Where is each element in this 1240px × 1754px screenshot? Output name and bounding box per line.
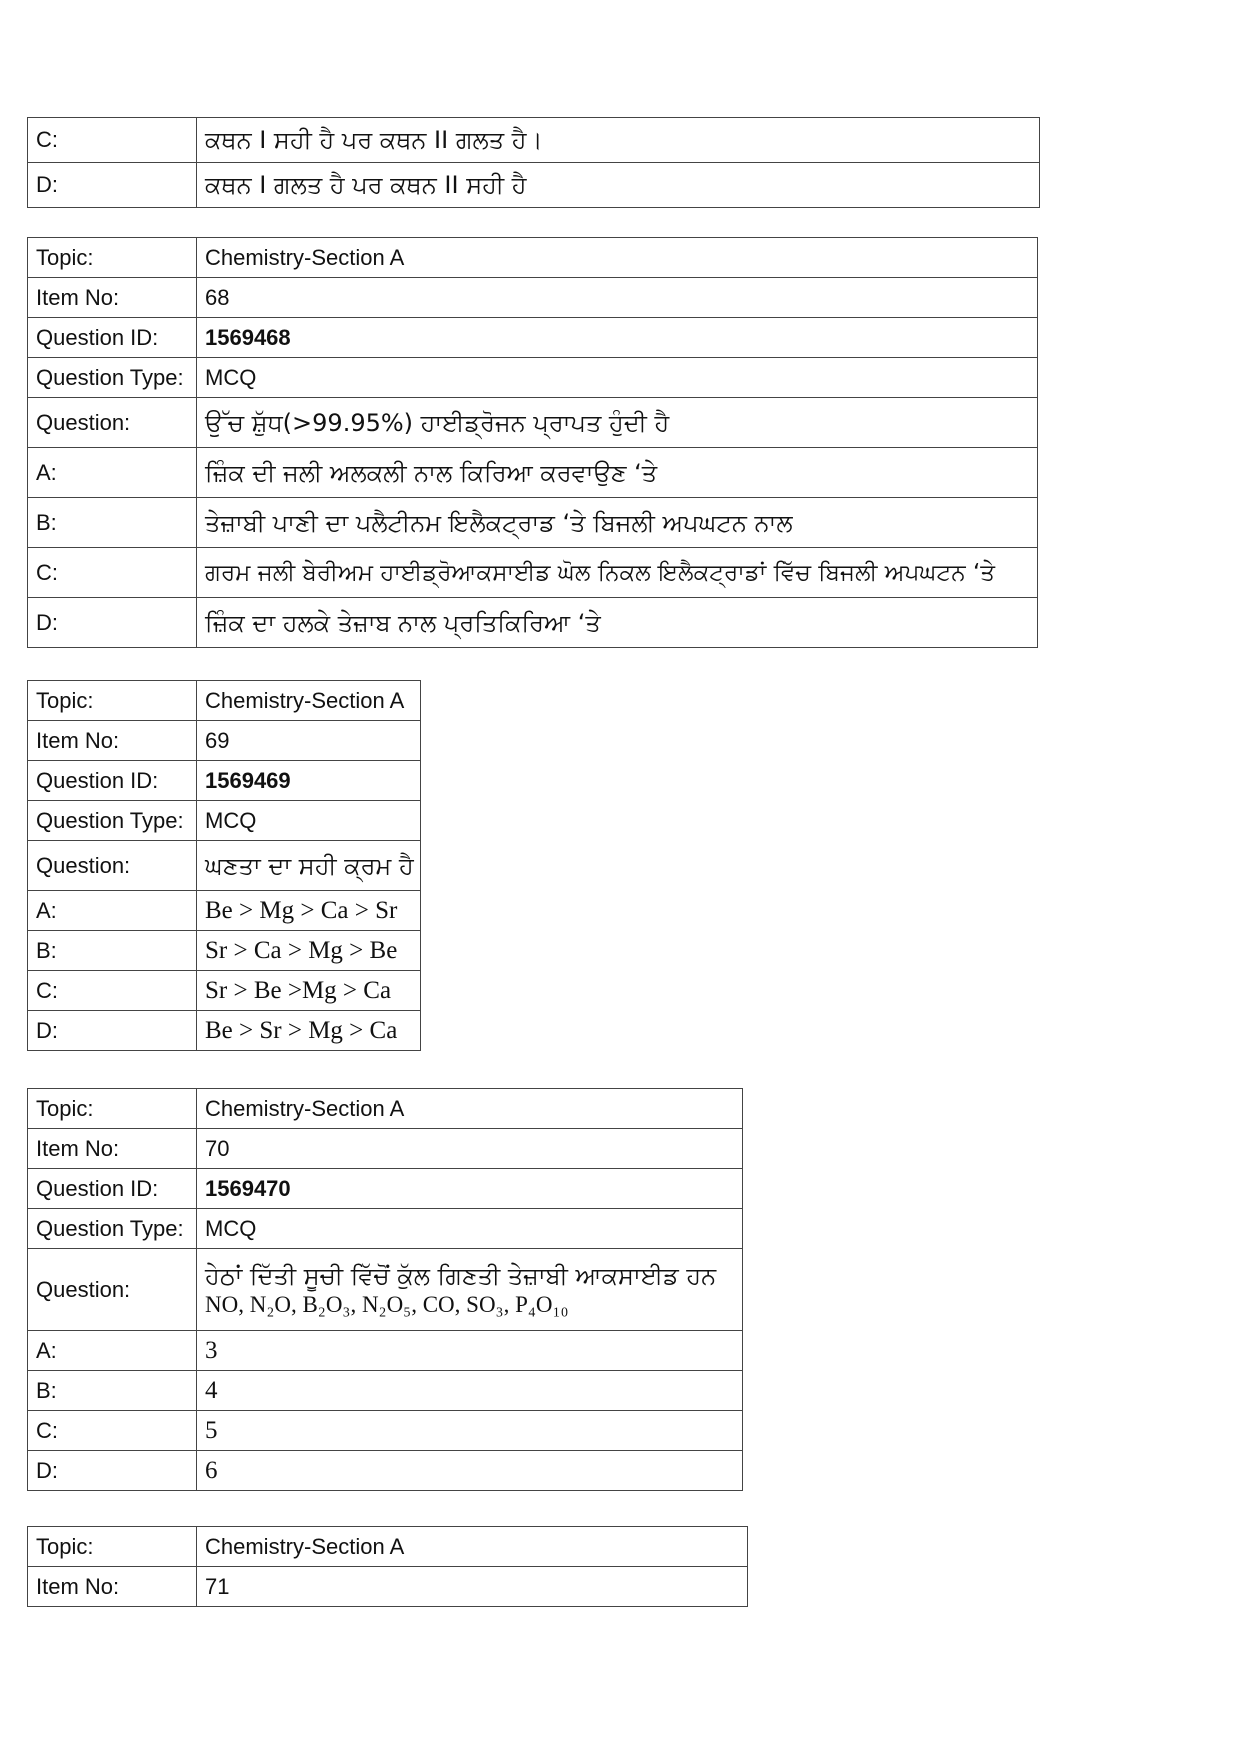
question-type-label: Question Type: xyxy=(28,1209,197,1249)
option-label: C: xyxy=(28,118,197,163)
question-id-value: 1569468 xyxy=(197,318,1038,358)
option-label: D: xyxy=(28,1451,197,1491)
option-row-d xyxy=(28,598,1038,648)
item-no-label: Item No: xyxy=(28,278,197,318)
item-no-value: 71 xyxy=(197,1567,748,1607)
option-value: Sr > Ca > Mg > Be xyxy=(197,931,421,971)
question-cell xyxy=(197,1249,743,1331)
option-row-c xyxy=(28,971,421,1011)
option-row-a xyxy=(28,448,1038,498)
topic-label: Topic: xyxy=(28,238,197,278)
option-label: D: xyxy=(28,163,197,208)
question-id-value: 1569469 xyxy=(197,761,421,801)
topic-row xyxy=(28,1089,743,1129)
question-type-row xyxy=(28,1209,743,1249)
question-fragment-table xyxy=(27,117,1040,208)
item-no-value: 70 xyxy=(197,1129,743,1169)
question-id-label: Question ID: xyxy=(28,1169,197,1209)
item-no-row xyxy=(28,1129,743,1169)
topic-row xyxy=(28,681,421,721)
option-label: B: xyxy=(28,1371,197,1411)
topic-label: Topic: xyxy=(28,1527,197,1567)
option-value: ਤੇਜ਼ਾਬੀ ਪਾਣੀ ਦਾ ਪਲੈਟੀਨਮ ਇਲੈਕਟ੍ਰਾਡ ‘ਤੇ ਬਿਜਲੀ ਅਪਘਟਨ ਨਾਲ xyxy=(197,498,1038,548)
question-type-value: MCQ xyxy=(197,801,421,841)
option-value: ਕਥਨ I ਗਲਤ ਹੈ ਪਰ ਕਥਨ II ਸਹੀ ਹੈ xyxy=(197,163,1040,208)
topic-value: Chemistry-Section A xyxy=(197,1527,748,1567)
option-label: A: xyxy=(28,1331,197,1371)
option-label: B: xyxy=(28,931,197,971)
topic-label: Topic: xyxy=(28,1089,197,1129)
question-label: Question: xyxy=(28,841,197,891)
option-row-a xyxy=(28,1331,743,1371)
option-label: D: xyxy=(28,1011,197,1051)
question-label: Question: xyxy=(28,1249,197,1331)
option-row-b xyxy=(28,1371,743,1411)
question-text: ਉੱਚ ਸ਼ੁੱਧ(>99.95%) ਹਾਈਡ੍ਰੋਜਨ ਪ੍ਰਾਪਤ ਹੁੰਦੀ ਹੈ xyxy=(197,398,1038,448)
option-value: 6 xyxy=(197,1451,743,1491)
option-label: A: xyxy=(28,448,197,498)
option-value: Sr > Be >Mg > Ca xyxy=(197,971,421,1011)
option-value: 5 xyxy=(197,1411,743,1451)
topic-row xyxy=(28,1527,748,1567)
option-value: Be > Mg > Ca > Sr xyxy=(197,891,421,931)
option-row-c xyxy=(28,548,1038,598)
question-type-label: Question Type: xyxy=(28,801,197,841)
question-row xyxy=(28,1249,743,1331)
topic-value: Chemistry-Section A xyxy=(197,1089,743,1129)
option-label: C: xyxy=(28,548,197,598)
option-row-d xyxy=(28,163,1040,208)
question-id-row xyxy=(28,761,421,801)
option-row-d xyxy=(28,1011,421,1051)
option-value: Be > Sr > Mg > Ca xyxy=(197,1011,421,1051)
question-id-label: Question ID: xyxy=(28,318,197,358)
topic-value: Chemistry-Section A xyxy=(197,238,1038,278)
question-text: ਘਣਤਾ ਦਾ ਸਹੀ ਕ੍ਰਮ ਹੈ xyxy=(197,841,421,891)
question-row xyxy=(28,398,1038,448)
question-formula-list: NO, N₂O, B₂O₃, N₂O₅, CO, SO₃, P₄O₁₀ xyxy=(205,1291,569,1317)
option-value: ਜ਼ਿੰਕ ਦਾ ਹਲਕੇ ਤੇਜ਼ਾਬ ਨਾਲ ਪ੍ਰਤਿਕਿਰਿਆ ‘ਤੇ xyxy=(197,598,1038,648)
question-type-row xyxy=(28,358,1038,398)
question-type-row xyxy=(28,801,421,841)
option-label: A: xyxy=(28,891,197,931)
question-table-70 xyxy=(27,1088,743,1491)
option-value: ਕਥਨ I ਸਹੀ ਹੈ ਪਰ ਕਥਨ II ਗਲਤ ਹੈ। xyxy=(197,118,1040,163)
option-row-b xyxy=(28,498,1038,548)
topic-label: Topic: xyxy=(28,681,197,721)
item-no-value: 68 xyxy=(197,278,1038,318)
item-no-label: Item No: xyxy=(28,721,197,761)
question-id-row xyxy=(28,318,1038,358)
question-type-label: Question Type: xyxy=(28,358,197,398)
option-row-c xyxy=(28,1411,743,1451)
option-value: 4 xyxy=(197,1371,743,1411)
question-id-value: 1569470 xyxy=(197,1169,743,1209)
question-table-71 xyxy=(27,1526,748,1607)
question-id-row xyxy=(28,1169,743,1209)
item-no-value: 69 xyxy=(197,721,421,761)
question-id-label: Question ID: xyxy=(28,761,197,801)
option-label: B: xyxy=(28,498,197,548)
option-row-b xyxy=(28,931,421,971)
question-text: ਹੇਠਾਂ ਦਿੱਤੀ ਸੂਚੀ ਵਿੱਚੋਂ ਕੁੱਲ ਗਿਣਤੀ ਤੇਜ਼ਾਬੀ ਆਕਸਾਈਡ ਹਨ xyxy=(205,1261,717,1290)
option-row-c xyxy=(28,118,1040,163)
option-label: D: xyxy=(28,598,197,648)
item-no-row xyxy=(28,278,1038,318)
item-no-label: Item No: xyxy=(28,1129,197,1169)
topic-value: Chemistry-Section A xyxy=(197,681,421,721)
option-row-d xyxy=(28,1451,743,1491)
question-table-69 xyxy=(27,680,421,1051)
item-no-row xyxy=(28,721,421,761)
question-type-value: MCQ xyxy=(197,358,1038,398)
option-value: 3 xyxy=(197,1331,743,1371)
option-label: C: xyxy=(28,1411,197,1451)
question-table-68 xyxy=(27,237,1038,648)
question-label: Question: xyxy=(28,398,197,448)
topic-row xyxy=(28,238,1038,278)
option-value: ਗਰਮ ਜਲੀ ਬੇਰੀਅਮ ਹਾਈਡ੍ਰੋਆਕਸਾਈਡ ਘੋਲ ਨਿਕਲ ਇਲੈਕਟ੍ਰਾਡਾਂ ਵਿੱਚ ਬਿਜਲੀ ਅਪਘਟਨ ‘ਤੇ xyxy=(197,548,1038,598)
option-row-a xyxy=(28,891,421,931)
option-label: C: xyxy=(28,971,197,1011)
question-row xyxy=(28,841,421,891)
option-value: ਜ਼ਿੰਕ ਦੀ ਜਲੀ ਅਲਕਲੀ ਨਾਲ ਕਿਰਿਆ ਕਰਵਾਉਣ ‘ਤੇ xyxy=(197,448,1038,498)
question-type-value: MCQ xyxy=(197,1209,743,1249)
item-no-label: Item No: xyxy=(28,1567,197,1607)
item-no-row xyxy=(28,1567,748,1607)
